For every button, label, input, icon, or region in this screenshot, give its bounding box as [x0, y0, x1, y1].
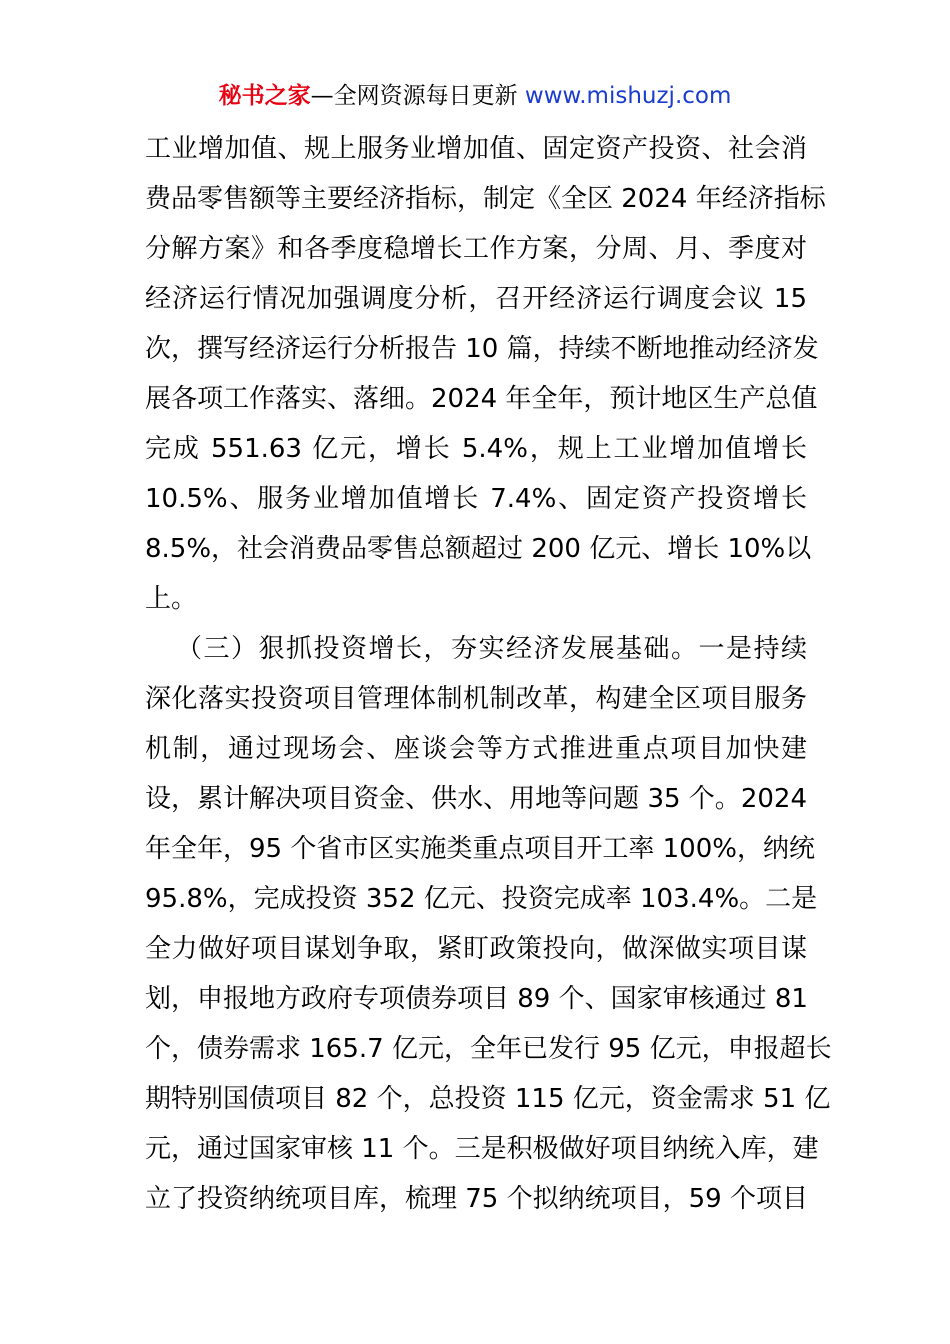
text-line: 元，通过国家审核 11 个。三是积极做好项目纳统入库，建: [145, 1134, 819, 1164]
text-line: 工业增加值、规上服务业增加值、固定资产投资、社会消: [145, 134, 807, 164]
site-header: [0, 80, 950, 112]
text-line: 设，累计解决项目资金、供水、用地等问题 35 个。2024: [145, 784, 807, 814]
text-line: 期特别国债项目 82 个，总投资 115 亿元，资金需求 51 亿: [145, 1084, 831, 1114]
text-line: 分解方案》和各季度稳增长工作方案，分周、月、季度对: [145, 234, 807, 264]
text-line: 立了投资纳统项目库，梳理 75 个拟纳统项目，59 个项目: [145, 1184, 808, 1214]
text-line: 费品零售额等主要经济指标，制定《全区 2024 年经济指标: [145, 184, 826, 214]
text-line: 深化落实投资项目管理体制机制改革，构建全区项目服务: [145, 684, 807, 714]
site-brand: 秘书之家: [218, 83, 311, 109]
text-line: 8.5%，社会消费品零售总额超过 200 亿元、增长 10%以: [145, 534, 812, 564]
section-heading-line: （三）狠抓投资增长，夯实经济发展基础。一是持续: [176, 634, 807, 664]
text-line: 个，债券需求 165.7 亿元，全年已发行 95 亿元，申报超长: [145, 1034, 832, 1064]
text-line: 10.5%、服务业增加值增长 7.4%、固定资产投资增长: [145, 484, 807, 514]
text-line: 划，申报地方政府专项债券项目 89 个、国家审核通过 81: [145, 984, 808, 1014]
text-line: 经济运行情况加强调度分析，召开经济运行调度会议 15: [145, 284, 807, 314]
text-line: 全力做好项目谋划争取，紧盯政策投向，做深做实项目谋: [145, 934, 807, 964]
text-line: 展各项工作落实、落细。2024 年全年，预计地区生产总值: [145, 384, 818, 414]
site-tagline: —全网资源每日更新: [310, 83, 525, 109]
text-line: 95.8%，完成投资 352 亿元、投资完成率 103.4%。二是: [145, 884, 818, 914]
text-line: 机制，通过现场会、座谈会等方式推进重点项目加快建: [145, 734, 807, 764]
text-line: 年全年，95 个省市区实施类重点项目开工率 100%，纳统: [145, 834, 815, 864]
text-line: 次，撰写经济运行分析报告 10 篇，持续不断地推动经济发: [145, 334, 819, 364]
text-line: 完成 551.63 亿元，增长 5.4%，规上工业增加值增长: [145, 434, 807, 464]
text-line: 上。: [145, 584, 198, 614]
site-url-link[interactable]: www.mishuzj.com: [524, 83, 732, 109]
